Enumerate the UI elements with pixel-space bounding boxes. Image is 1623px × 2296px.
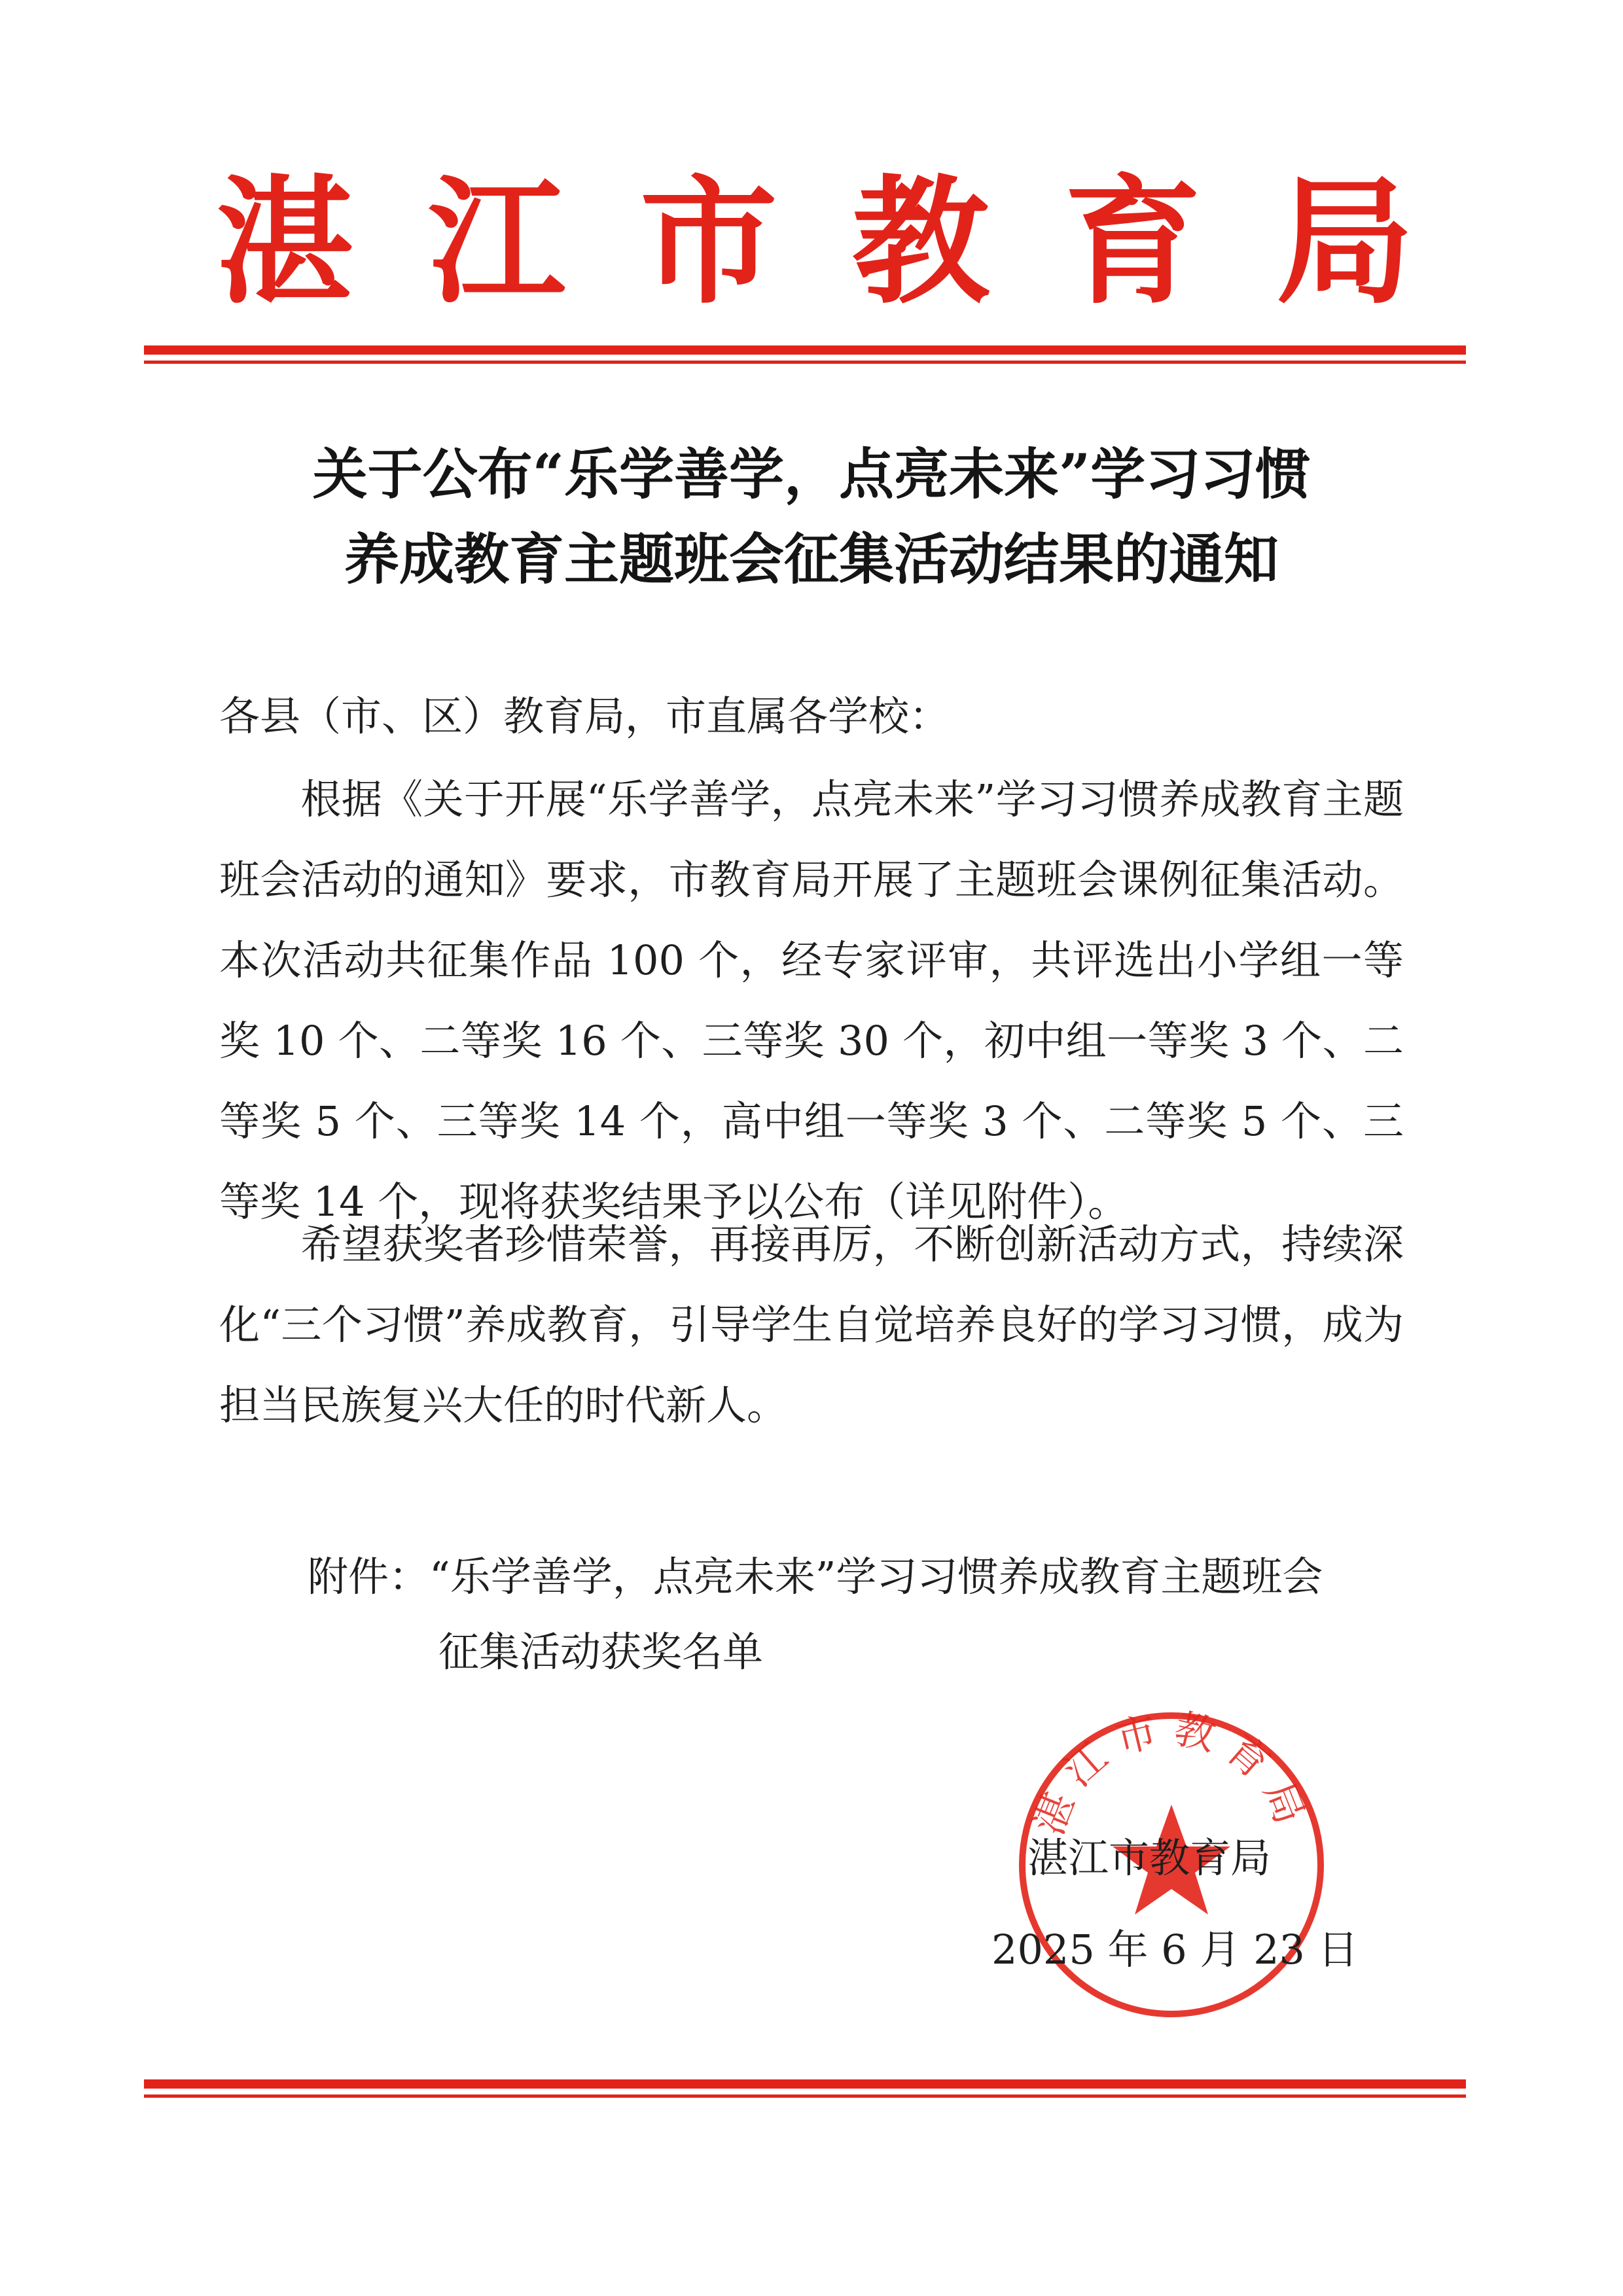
body-paragraph-text: 希望获奖者珍惜荣誉，再接再厉，不断创新活动方式，持续深化“三个习惯”养成教育，引导学生自觉培养良好的学习习惯，成为担当民族复兴大任的时代新人。: [219, 1220, 1404, 1429]
masthead: [216, 161, 1414, 323]
salutation: 各县（市、区）教育局，市直属各学校：: [219, 692, 950, 740]
body-paragraph: [219, 759, 1404, 1242]
attachment-line-2: 征集活动获奖名单: [438, 1628, 764, 1676]
issuer-name: 湛江市教育局: [1027, 1834, 1272, 1882]
attachment-line-1: 附件：“乐学善学，点亮未来”学习习惯养成教育主题班会: [308, 1553, 1323, 1600]
body-paragraph-text: 根据《关于开展“乐学善学，点亮未来”学习习惯养成教育主题班会活动的通知》要求，市教育局开展了主题班会课例征集活动。本次活动共征集作品 100 个，经专家评审，共评选出小学组一等奖 10 个、二等奖 16 个、三等奖 30 个，初中组一等奖 3 个、二等奖 5 个、三等奖 14 个，高中组一等奖 3 个、二等奖 5 个、三等奖 14 个，现将获奖结果予以公布（详见附件）。: [219, 775, 1404, 1226]
body-paragraph: [219, 1204, 1404, 1445]
footer-divider: [144, 2079, 1466, 2098]
masthead-char: 湛: [216, 161, 354, 323]
masthead-divider: [144, 345, 1466, 364]
document-title-line-1: 关于公布“乐学善学，点亮未来”学习习惯: [312, 442, 1311, 506]
masthead-char: 江: [427, 161, 565, 323]
masthead-char: 教: [851, 161, 990, 323]
issue-date: 2025 年 6 月 23 日: [991, 1926, 1359, 1973]
masthead-char: 局: [1275, 161, 1414, 323]
masthead-char: 育: [1063, 161, 1202, 323]
document-title-line-2: 养成教育主题班会征集活动结果的通知: [344, 527, 1279, 592]
seal-text: 湛江市教育局: [1024, 1704, 1319, 1842]
masthead-char: 市: [639, 161, 777, 323]
